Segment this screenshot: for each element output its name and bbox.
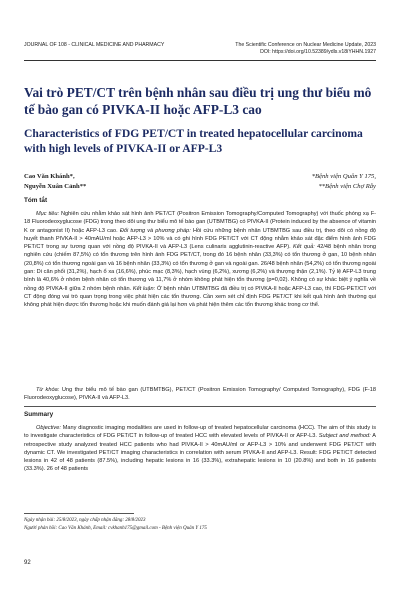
result-text: FDG PET/CT detected lesions in 42 of 48 patients (87.5%), including hepatic lesions in 16 (33.3%), extrahepatic lesions in 10 (20.8%) and both in 16 patients (33.3%). 26 of 48 patients: [24, 449, 376, 473]
journal-name: JOURNAL OF 108 - CLINICAL MEDICINE AND PHARMACY: [24, 42, 165, 48]
objective-text: Many diagnostic imaging modalities are used in follow-up of treated hepatocellular carcinoma (HCC). The aim of this study is to investigate characteristics of FDG PET/CT in follow-up of treated HCC with elevated levels of PIVKA-II or AFP-L3.: [24, 425, 376, 440]
doi-link[interactable]: DOI: https://doi.org/10.52389/ydls.v18iYHHN.1927: [260, 49, 376, 55]
author-name: Cao Văn Khánh*,: [24, 173, 75, 180]
keywords-label: Từ khóa:: [36, 387, 60, 393]
summary-vi-heading: Tóm tắt: [24, 197, 48, 204]
conclusion-label: Kết luận:: [132, 285, 156, 292]
footnote-divider: [24, 513, 134, 514]
keywords-text: Ung thư biểu mô tế bào gan (UTBMTBG), PET/CT (Positron Emission Tomography/ Computed Tomography), FDG (F-18 Fluorodeoxyglucose), PIVKA-II và AFP-L3.: [24, 387, 376, 402]
title-english: Characteristics of FDG PET/CT in treated hepatocellular carcinoma with high levels of PIVKA-II or AFP-L3: [24, 127, 363, 155]
corresponding-contact: Người phản hồi: Cao Văn Khánh, Email: cvkhanh175@gmail.com - Bệnh viện Quân Y 175: [24, 525, 207, 531]
result-label: Result:: [299, 449, 318, 456]
method-text: A retrospective study analyzed treated HCC patients who had PIVKA-II > 40mAU/ml or AFP-L3 > 10% and underwent FDG PET/CT with dynamic CT. We investigated PET/CT imaging characteristics in correlation with serum PIVKA-II and AFP-L3.: [24, 433, 377, 456]
objective-label: Objective:: [36, 425, 61, 431]
conference-name: The Scientific Conference on Nuclear Medicine Update, 2023: [235, 42, 376, 48]
method-label: Đối tượng và phương pháp:: [119, 227, 191, 234]
header-divider: [24, 60, 376, 61]
method-text: Hồi cứu những bệnh nhân UTBMTBG sau điều trị, theo dõi có nồng độ huyết thanh PIVKA-II > 40mAU/ml hoặc AFP-L3 > 10% và có ghi hình FDG PET/CT với CT động nhằm khảo sát đặc điểm hình ảnh FDG PET/CT trong sự tương quan với nồng độ PIVKA-II và AFP-L3 (Lens culinaris agglutinin-reactive AFP).: [24, 227, 377, 251]
affiliation: *Bệnh viện Quân Y 175,: [311, 173, 376, 180]
keywords-vietnamese: [24, 386, 376, 403]
abstract-english: [24, 424, 376, 474]
author-name: Nguyễn Xuân Cảnh**: [24, 183, 87, 190]
conclusion-text: Ở bệnh nhân UTBMTBG đã điều trị có PIVKA-II hoặc AFP-L3 cao, thì FDG-PET/CT với CT động đóng vai trò quan trọng trong việc phát hiện các tổn thương. Cần xem xét chỉ định FDG PET/CT khi kết quả hình ảnh thường qui không phát hiện được tổn thương hoặc khi muốn đánh giá lại hơn và phát hiện thêm các tổn thương khác trong cơ thể.: [24, 285, 376, 309]
objective-label: Mục tiêu:: [36, 211, 60, 217]
result-label: Kết quả:: [293, 244, 315, 251]
page-number: 92: [24, 560, 31, 566]
author-list: [24, 172, 86, 192]
journal-header: [24, 42, 376, 56]
method-label: Subject and method:: [318, 433, 371, 440]
result-text: 42/48 bệnh nhân trong nghiên cứu (chiếm 87,5%) có tổn thương trên hình ảnh FDG PET/CT, trong đó 16 bệnh nhân (33,3%) có tổn thương ở gan, 10 bệnh nhân (20,8%) có tổn thương ngoài gan và 16 bệnh nhân (33,3%) có tổn thương ở gan và ngoài gan. 26/48 bệnh nhân (54,2%) có tổn thương ngoài gan: Di căn phổi (31,2%), hạch ổ xa (16,6%), phúc mạc (8,3%), hạch vùng (6,2%), xương (6,2%) và thượng thận (2,1%). Tỷ lệ AFP-L3 trung bình là 40,6% ở nhóm bệnh nhân có tổn thương và 11,7% ở nhóm không phát hiện tổn thương (p=0,02). Không có sự khác biệt ý nghĩa về nồng độ PIVKA-II giữa 2 nhóm bệnh nhân.: [24, 244, 376, 292]
received-dates: Ngày nhận bài: 25/8/2023, ngày chấp nhận đăng: 28/8/2023: [24, 518, 146, 523]
summary-en-heading: Summary: [24, 411, 54, 418]
footnote: [24, 517, 376, 532]
affiliation: **Bệnh viện Chợ Rẫy: [318, 183, 376, 190]
abstract-vietnamese: [24, 210, 376, 310]
objective-text: Nghiên cứu nhằm khảo sát hình ảnh PET/CT (Positron Emission Tomography/Computed Tomography) với thuốc phóng xạ F-18 Fluorodeoxyglucose (FDG) trong theo dõi ung thư biểu mô tế bào gan (UTBMTBG) có PIVKA-II (Protein induced by the absence of vitamin K or antagonist II) hoặc AFP-L3 cao.: [24, 211, 377, 234]
section-divider: [24, 406, 376, 407]
affiliation-list: [312, 172, 376, 192]
title-vietnamese: Vai trò PET/CT trên bệnh nhân sau điều trị ung thư biểu mô tế bào gan có PIVKA-II hoặc AFP-L3 cao: [24, 85, 372, 117]
